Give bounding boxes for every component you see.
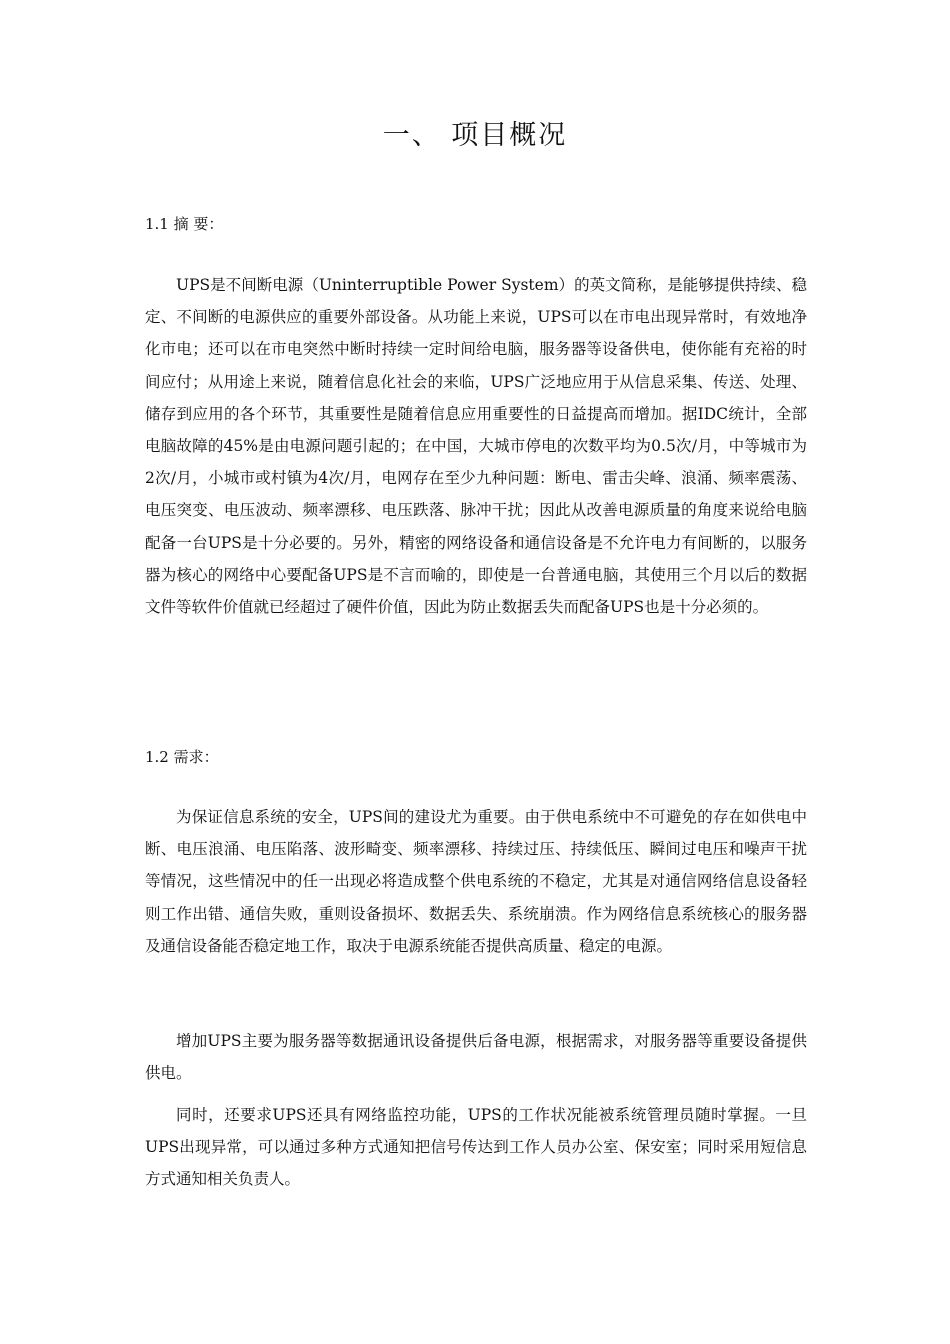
requirements-paragraph-1: 为保证信息系统的安全，UPS间的建设尤为重要。由于供电系统中不可避免的存在如供电中断、电压浪涌、电压陷落、波形畸变、频率漂移、持续过压、持续低压、瞬间过电压和噪声干扰等情况，这些情况中的任一出现必将造成整个供电系统的不稳定，尤其是对通信网络信息设备轻则工作出错、通信失败，重则设备损坏、数据丢失、系统崩溃。作为网络信息系统核心的服务器及通信设备能否稳定地工作，取决于电源系统能否提供高质量、稳定的电源。 [145, 808, 807, 955]
requirements-paragraph-3: 同时，还要求UPS还具有网络监控功能，UPS的工作状况能被系统管理员随时掌握。一旦UPS出现异常，可以通过多种方式通知把信号传达到工作人员办公室、保安室；同时采用短信息方式通知相关负责人。 [145, 1106, 807, 1189]
summary-paragraph: UPS是不间断电源（Uninterruptible Power System）的英文简称，是能够提供持续、稳定、不间断的电源供应的重要外部设备。从功能上来说，UPS可以在市电出现异常时，有效地净化市电；还可以在市电突然中断时持续一定时间给电脑，服务器等设备供电，使你能有充裕的时间应付；从用途上来说，随着信息化社会的来临，UPS广泛地应用于从信息采集、传送、处理、储存到应用的各个环节，其重要性是随着信息应用重要性的日益提高而增加。据IDC统计，全部电脑故障的45%是由电源问题引起的；在中国，大城市停电的次数平均为0.5次/月，中等城市为2次/月，小城市或村镇为4次/月，电网存在至少九种问题：断电、雷击尖峰、浪涌、频率震荡、电压突变、电压波动、频率漂移、电压跌落、脉冲干扰；因此从改善电源质量的角度来说给电脑配备一台UPS是十分必要的。另外，精密的网络设备和通信设备是不允许电力有间断的，以服务器为核心的网络中心要配备UPS是不言而喻的，即使是一台普通电脑，其使用三个月以后的数据文件等软件价值就已经超过了硬件价值，因此为防止数据丢失而配备UPS也是十分必须的。 [145, 276, 807, 617]
section-heading-requirements: 1.2 需求： [145, 748, 219, 766]
page-title: 一、 项目概况 [382, 120, 568, 151]
requirements-paragraph-2: 增加UPS主要为服务器等数据通讯设备提供后备电源，根据需求，对服务器等重要设备提供供电。 [145, 1032, 807, 1083]
section-heading-summary: 1.1 摘 要： [145, 215, 224, 233]
